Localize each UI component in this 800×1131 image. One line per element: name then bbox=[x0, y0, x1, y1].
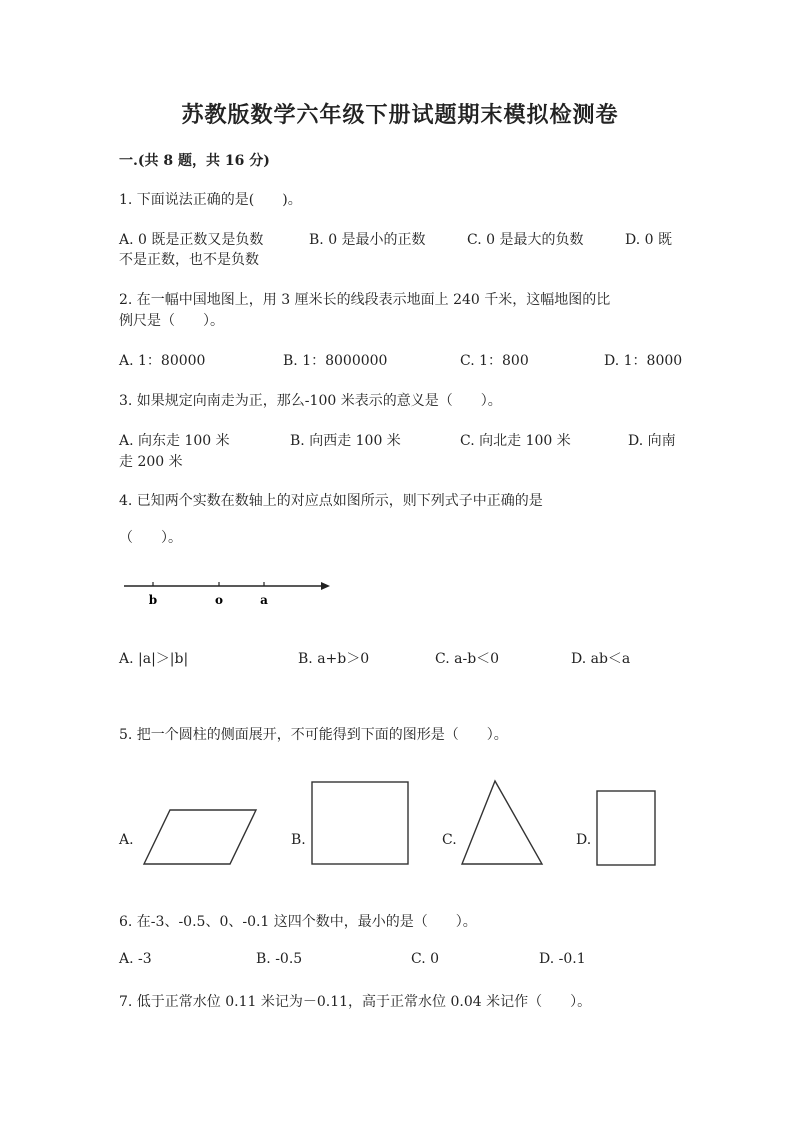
large-rectangle-shape bbox=[312, 782, 408, 864]
triangle-figure bbox=[458, 778, 546, 868]
question-5-option-b: B. bbox=[291, 832, 306, 848]
question-1-option-b: B. 0 是最小的正数 bbox=[309, 232, 426, 248]
question-6-option-c: C. 0 bbox=[411, 951, 440, 967]
tall-rectangle-figure bbox=[595, 789, 659, 869]
large-rectangle-figure bbox=[310, 780, 412, 868]
question-2-stem-line2: 例尺是（ ）。 bbox=[119, 313, 224, 329]
question-6-option-a: A. -3 bbox=[119, 951, 152, 967]
number-line-label-o: o bbox=[214, 593, 224, 607]
question-1-option-c: C. 0 是最大的负数 bbox=[467, 232, 584, 248]
question-2-option-d: D. 1：8000 bbox=[604, 353, 683, 369]
number-line-label-b: b bbox=[148, 593, 158, 607]
question-3-option-a: A. 向东走 100 米 bbox=[119, 433, 230, 449]
question-3-stem: 3. 如果规定向南走为正，那么-100 米表示的意义是（ ）。 bbox=[119, 393, 502, 409]
question-3-option-b: B. 向西走 100 米 bbox=[290, 433, 401, 449]
number-line-label-a: a bbox=[260, 593, 268, 607]
question-4-option-a: A. |a|＞|b| bbox=[119, 651, 189, 667]
question-4-stem-line2: （ ）。 bbox=[119, 530, 182, 546]
question-4-stem-line1: 4. 已知两个实数在数轴上的对应点如图所示，则下列式子中正确的是 bbox=[119, 493, 543, 509]
question-2-option-b: B. 1：8000000 bbox=[283, 353, 388, 369]
question-6-option-b: B. -0.5 bbox=[256, 951, 303, 967]
question-2-option-a: A. 1：80000 bbox=[119, 353, 206, 369]
question-5-option-c: C. bbox=[442, 832, 457, 848]
parallelogram-shape bbox=[144, 810, 256, 864]
number-line-figure bbox=[119, 576, 339, 612]
tall-rectangle-shape bbox=[597, 791, 655, 865]
number-line-arrow bbox=[321, 582, 330, 590]
parallelogram-figure bbox=[138, 804, 262, 868]
question-7-stem: 7. 低于正常水位 0.11 米记为－0.11，高于正常水位 0.04 米记作（ ）。 bbox=[119, 994, 592, 1010]
question-5-option-d: D. bbox=[576, 832, 592, 848]
question-2-option-c: C. 1：800 bbox=[460, 353, 529, 369]
question-1-stem: 1. 下面说法正确的是( )。 bbox=[119, 192, 302, 208]
triangle-shape bbox=[462, 781, 542, 864]
question-5-stem: 5. 把一个圆柱的侧面展开，不可能得到下面的图形是（ ）。 bbox=[119, 727, 508, 743]
question-4-option-d: D. ab＜a bbox=[571, 651, 631, 667]
question-3-option-c: C. 向北走 100 米 bbox=[460, 433, 571, 449]
question-1-option-d: D. 0 既 bbox=[625, 232, 672, 248]
question-6-option-d: D. -0.1 bbox=[539, 951, 586, 967]
question-4-option-c: C. a-b＜0 bbox=[435, 651, 500, 667]
question-3-option-d-wrap: 走 200 米 bbox=[119, 454, 183, 470]
section-heading: 一.(共 8 题，共 16 分) bbox=[119, 153, 270, 169]
question-3-option-d: D. 向南 bbox=[628, 433, 676, 449]
page-title: 苏教版数学六年级下册试题期末模拟检测卷 bbox=[181, 102, 619, 128]
question-1-option-d-wrap: 不是正数，也不是负数 bbox=[119, 252, 259, 268]
question-4-option-b: B. a+b＞0 bbox=[298, 651, 370, 667]
question-1-option-a: A. 0 既是正数又是负数 bbox=[119, 232, 264, 248]
question-5-option-a: A. bbox=[119, 832, 134, 848]
question-6-stem: 6. 在-3、-0.5、0、-0.1 这四个数中，最小的是（ ）。 bbox=[119, 914, 477, 930]
question-2-stem-line1: 2. 在一幅中国地图上，用 3 厘米长的线段表示地面上 240 千米，这幅地图的比 bbox=[119, 292, 611, 308]
